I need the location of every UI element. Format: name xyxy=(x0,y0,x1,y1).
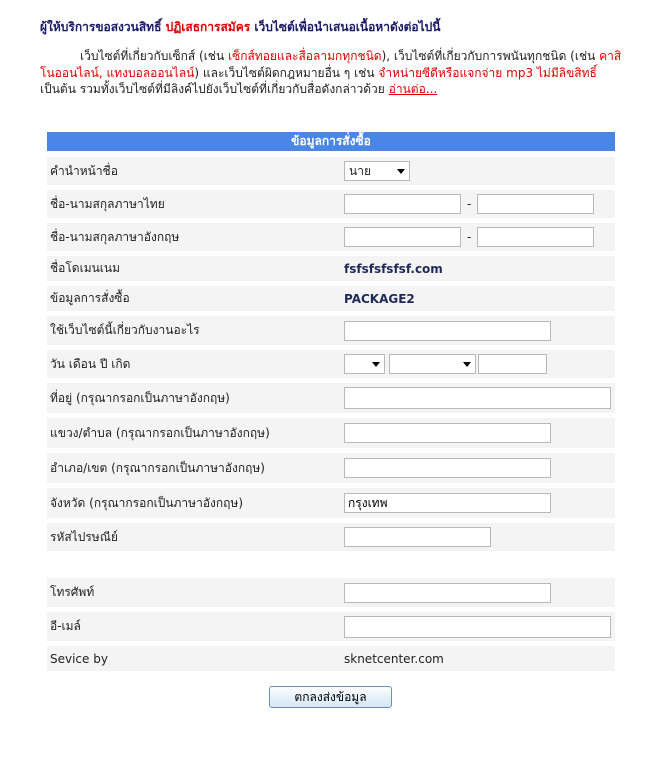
last-name-th-input[interactable] xyxy=(477,194,594,214)
birth-year-input[interactable] xyxy=(478,354,547,374)
dob-row xyxy=(47,350,615,378)
subdistrict-input[interactable] xyxy=(344,423,551,443)
province-row xyxy=(47,488,615,518)
district-input[interactable] xyxy=(344,458,551,478)
notice-body-highlight-2: คาสิโนออนไลน์, แทงบอลออนไลน์ xyxy=(40,49,622,80)
email-label: อี-เมล์ xyxy=(50,619,81,633)
usage-input[interactable] xyxy=(344,321,551,341)
notice-body-part-1: เว็บไซต์ที่เกี่ยวกับเซ็กส์ (เช่น xyxy=(80,49,228,63)
subdistrict-label: แขวง/ตำบล (กรุณากรอกเป็นภาษาอังกฤษ) xyxy=(50,425,270,440)
last-name-en-input[interactable] xyxy=(477,227,594,247)
order-row xyxy=(47,286,615,311)
district-row xyxy=(47,453,615,483)
notice-body-part-3: ) และเว็บไซต์ผิดกฎหมายอื่น ๆ เช่น xyxy=(194,65,379,80)
subdistrict-row xyxy=(47,418,615,448)
district-label: อำเภอ/เขต (กรุณากรอกเป็นภาษาอังกฤษ) xyxy=(50,460,265,475)
birth-day-select[interactable] xyxy=(344,354,385,374)
address-row xyxy=(47,383,615,413)
notice-title xyxy=(40,18,628,36)
domain-label: ชื่อโดเมนเนม xyxy=(50,261,121,275)
prefix-selected-value: นาย xyxy=(349,163,371,178)
prefix-row xyxy=(47,157,615,185)
submit-button[interactable]: ตกลงส่งข้อมูล xyxy=(269,686,392,708)
service-label: Sevice by xyxy=(50,651,108,666)
read-more-link[interactable]: อ่านต่อ... xyxy=(388,82,438,96)
order-form xyxy=(47,132,615,676)
dob-label: วัน เดือน ปี เกิด xyxy=(50,356,131,371)
prefix-label: คำนำหน้าชื่อ xyxy=(50,163,118,178)
chevron-down-icon xyxy=(397,169,405,174)
chevron-down-icon xyxy=(463,362,471,367)
order-value: PACKAGE2 xyxy=(344,291,415,306)
name-separator: - xyxy=(467,197,472,211)
postcode-label: รหัสไปรษณีย์ xyxy=(50,529,118,544)
phone-input[interactable] xyxy=(344,583,551,603)
form-spacer xyxy=(47,556,615,578)
address-input[interactable] xyxy=(344,387,611,409)
email-input[interactable] xyxy=(344,616,611,638)
name-en-label: ชื่อ-นามสกุลภาษาอังกฤษ xyxy=(50,229,180,244)
province-label: จังหวัด (กรุณากรอกเป็นภาษาอังกฤษ) xyxy=(50,495,244,510)
service-value: sknetcenter.com xyxy=(344,651,444,666)
service-row xyxy=(47,646,615,671)
birth-month-select[interactable] xyxy=(389,354,476,374)
submit-area xyxy=(269,686,392,708)
notice-body-part-2: ), เว็บไซต์ที่เกี่ยวกับการพนันทุกชนิด (เช่น xyxy=(381,49,600,63)
form-header: ข้อมูลการสั่งซื้อ xyxy=(47,132,615,151)
email-row xyxy=(47,612,615,641)
notice-title-part-a: ผู้ให้บริการขอสงวนสิทธิ์ xyxy=(40,20,166,34)
order-label: ข้อมูลการสั่งซื้อ xyxy=(50,291,130,305)
province-input[interactable] xyxy=(344,493,551,513)
name-th-row xyxy=(47,190,615,218)
notice-body-part-4: เป็นต้น รวมทั้งเว็บไซต์ที่มีลิงค์ไปยังเว็บไซต์ที่เกี่ยวกับสื่อดังกล่าวด้วย xyxy=(40,82,389,96)
postcode-row xyxy=(47,523,615,551)
usage-row xyxy=(47,316,615,345)
first-name-en-input[interactable] xyxy=(344,227,461,247)
notice-title-part-b: เว็บไซต์เพื่อนำเสนอเนื้อหาดังต่อไปนี้ xyxy=(250,20,441,34)
name-separator: - xyxy=(467,230,472,244)
prefix-select[interactable] xyxy=(344,161,410,181)
chevron-down-icon xyxy=(372,362,380,367)
name-th-label: ชื่อ-นามสกุลภาษาไทย xyxy=(50,196,165,211)
domain-row xyxy=(47,256,615,281)
notice-body xyxy=(40,48,628,98)
domain-value: fsfsfsfsfsf.com xyxy=(344,261,443,276)
notice-body-highlight-3: จำหน่ายซีดีหรือแจกจ่าย mp3 ไม่มีลิขสิทธิ์ xyxy=(378,65,597,80)
usage-label: ใช้เว็บไซต์นี้เกี่ยวกับงานอะไร xyxy=(50,323,200,337)
address-label: ที่อยู่ (กรุณากรอกเป็นภาษาอังกฤษ) xyxy=(50,390,230,405)
phone-row xyxy=(47,578,615,607)
notice-title-highlight: ปฏิเสธการสมัคร xyxy=(165,20,251,34)
policy-notice xyxy=(40,18,628,98)
first-name-th-input[interactable] xyxy=(344,194,461,214)
postcode-input[interactable] xyxy=(344,527,491,547)
name-en-row xyxy=(47,223,615,251)
phone-label: โทรศัพท์ xyxy=(50,585,95,599)
notice-body-highlight-1: เซ็กส์ทอยและสื่อลามกทุกชนิด xyxy=(227,49,382,63)
